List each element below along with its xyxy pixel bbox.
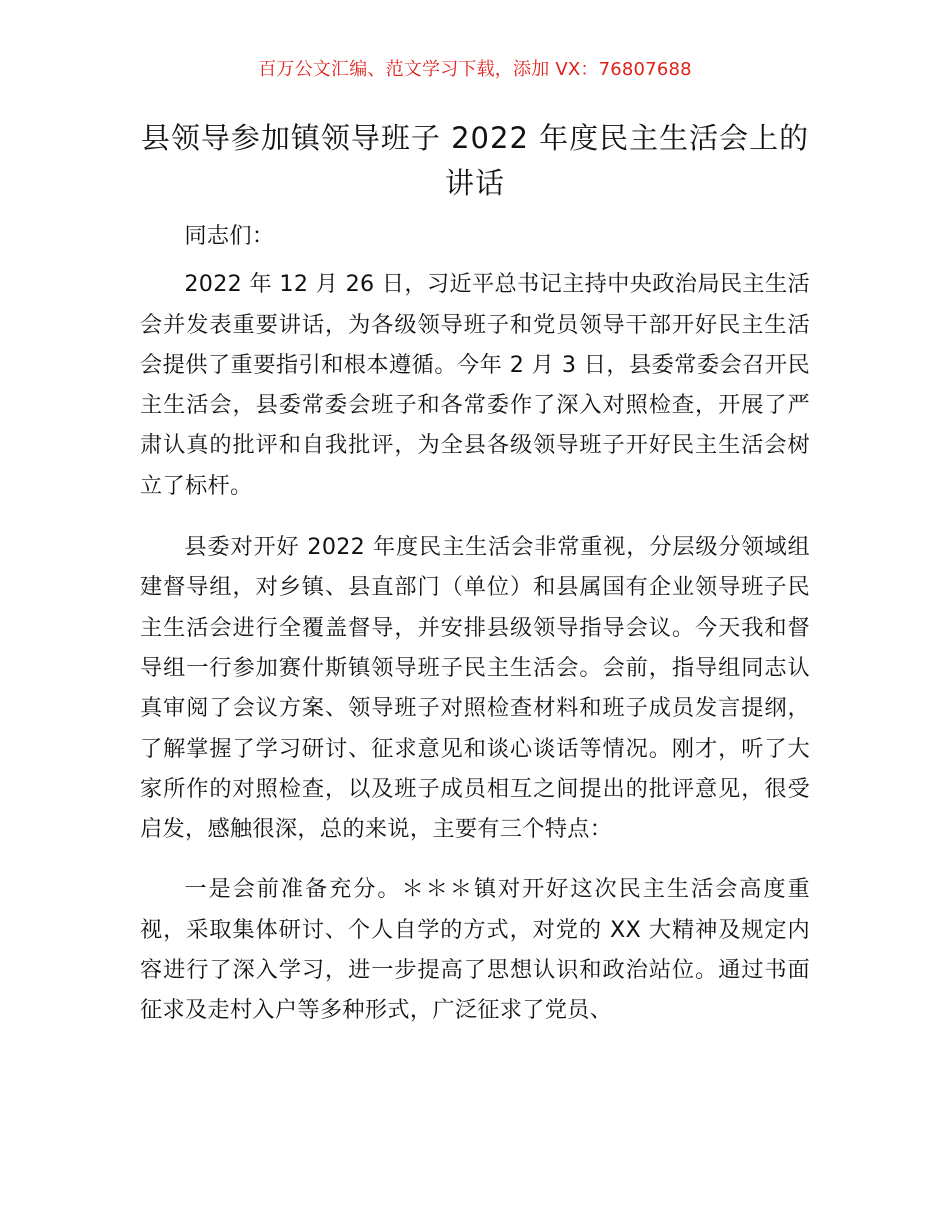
paragraph-1: 2022 年 12 月 26 日，习近平总书记主持中央政治局民主生活会并发表重要讲话，为各级领导班子和党员领导干部开好民主生活会提供了重要指引和根本遵循。今年 2 月 3 日，县委常委会召开民主生活会，县委常委会班子和各常委作了深入对照检查，开展了严肃认真的批评和自我批评，为全县各级领导班子开好民主生活会树立了标杆。 bbox=[140, 271, 810, 499]
salutation: 同志们： bbox=[184, 223, 275, 249]
header-watermark-note: 百万公文汇编、范文学习下载，添加 VX：76807688 bbox=[258, 59, 692, 80]
paragraph-3: 一是会前准备充分。＊＊＊镇对开好这次民主生活会高度重视，采取集体研讨、个人自学的方式，对党的 XX 大精神及规定内容进行了深入学习，进一步提高了思想认识和政治站位。通过书面征求及走村入户等多种形式，广泛征求了党员、 bbox=[140, 876, 810, 1024]
document-body bbox=[140, 216, 810, 1031]
document-title: 县领导参加镇领导班子 2022 年度民主生活会上的讲话 bbox=[140, 121, 810, 200]
paragraph-2: 县委对开好 2022 年度民主生活会非常重视，分层级分领域组建督导组，对乡镇、县直部门（单位）和县属国有企业领导班子民主生活会进行全覆盖督导，并安排县级领导指导会议。今天我和督导组一行参加赛什斯镇领导班子民主生活会。会前，指导组同志认真审阅了会议方案、领导班子对照检查材料和班子成员发言提纲，了解掌握了学习研讨、征求意见和谈心谈话等情况。刚才，听了大家所作的对照检查，以及班子成员相互之间提出的批评意见，很受启发，感触很深，总的来说，主要有三个特点： bbox=[140, 534, 810, 843]
